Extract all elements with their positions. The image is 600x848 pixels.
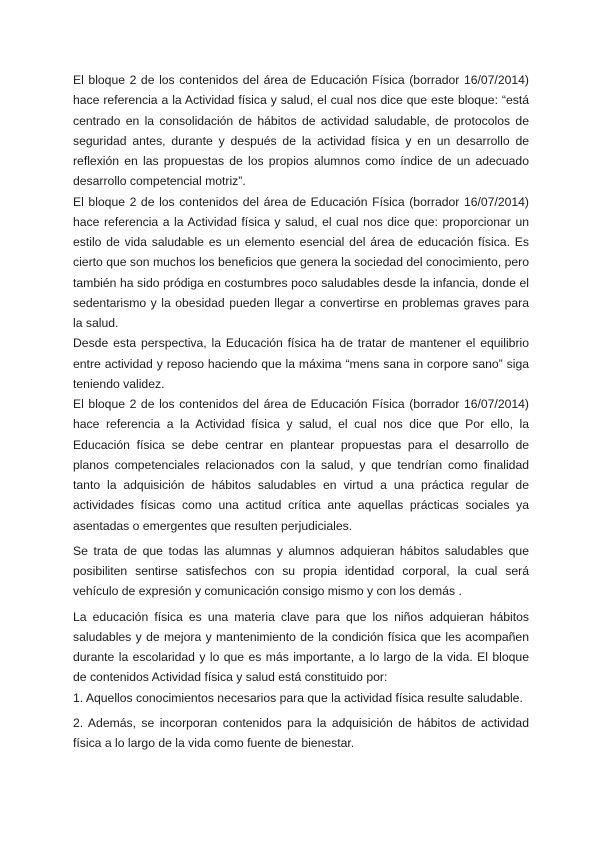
paragraph-6: La educación física es una materia clave para que los niños adquieran hábitos saludables y de mejora y mantenimiento de la condición física que les acompañen durante la escolaridad y lo que es más importante, a lo largo de la vida. El bloque de contenidos Actividad física y salud está constituido por: [73,609,529,685]
paragraph-1: El bloque 2 de los contenidos del área de Educación Física (borrador 16/07/2014) hace referencia a la Actividad física y salud, el cual nos dice que este bloque: “está centrado en la consolidación de hábitos de actividad saludable, de protocolos de seguridad antes, durante y después de la actividad física y en un desarrollo de reflexión en las propuestas de los propios alumnos como índice de un adecuado desarrollo competencial motriz”. [73,73,529,189]
list-item-2: 2. Además, se incorporan contenidos para la adquisición de hábitos de actividad física a lo largo de la vida como fuente de bienestar. [73,715,529,750]
paragraph-2: El bloque 2 de los contenidos del área de Educación Física (borrador 16/07/2014) hace referencia a la Actividad física y salud, el cual nos dice que: proporcionar un estilo de vida saludable es un elemento esencial del área de educación física. Es cierto que son muchos los beneficios que genera la sociedad del conocimiento, pero también ha sido pródiga en costumbres poco saludables desde la infancia, donde el sedentarismo y la obesidad pueden llegar a convertirse en problemas graves para la salud. [73,194,529,330]
paragraph-3: Desde esta perspectiva, la Educación física ha de tratar de mantener el equilibrio entre actividad y reposo haciendo que la máxima “mens sana in corpore sano” siga teniendo validez. [73,336,529,391]
list-item-1: 1. Aquellos conocimientos necesarios para que la actividad física resulte saludable. [73,690,523,705]
paragraph-4: El bloque 2 de los contenidos del área de Educación Física (borrador 16/07/2014) hace referencia a la Actividad física y salud, el cual nos dice que Por ello, la Educación física se debe centrar en plantear propuestas para el desarrollo de planos competenciales relacionados con la salud, y que tendrían como finalidad tanto la adquisición de hábitos saludables en virtud a una práctica regular de actividades físicas como una actitud crítica ante aquellas prácticas sociales ya asentadas o emergentes que resulten perjudiciales. [73,397,529,533]
paragraph-5: Se trata de que todas las alumnas y alumnos adquieran hábitos saludables que posibiliten sentirse satisfechos con su propia identidad corporal, la cual será vehículo de expresión y comunicación consigo mismo y con los demás . [73,543,529,599]
document-body [73,70,529,753]
